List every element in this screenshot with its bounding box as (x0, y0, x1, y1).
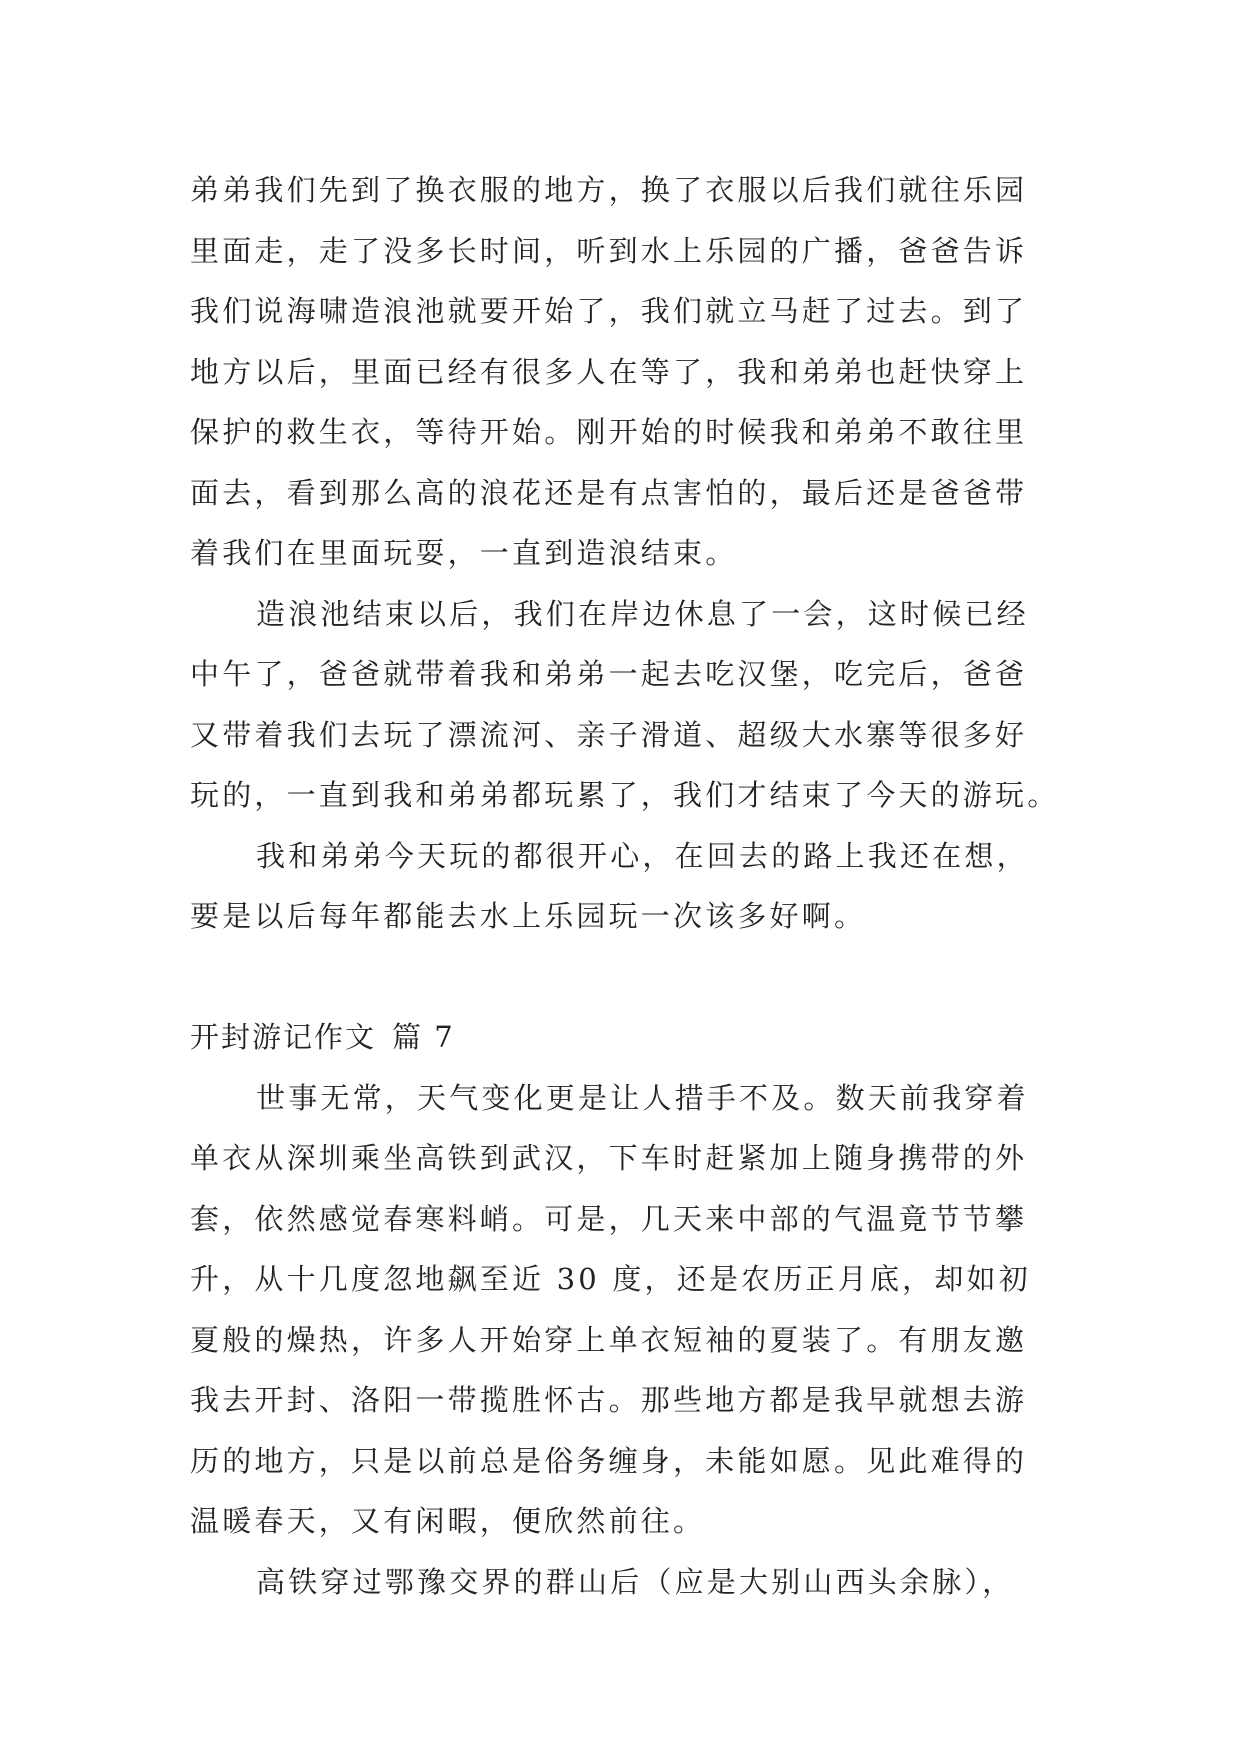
text-line: 里面走，走了没多长时间，听到水上乐园的广播，爸爸告诉 (190, 233, 1028, 268)
text-line: 世事无常，天气变化更是让人措手不及。数天前我穿着 (256, 1080, 1029, 1115)
text-line: 套，依然感觉春寒料峭。可是，几天来中部的气温竟节节攀 (190, 1201, 1028, 1236)
text-line: 我和弟弟今天玩的都很开心，在回去的路上我还在想， (256, 838, 1029, 873)
article-body (190, 160, 1060, 1612)
text-line: 玩的，一直到我和弟弟都玩累了，我们才结束了今天的游玩。 (190, 778, 1060, 812)
section-heading (190, 1007, 1060, 1068)
text-line: 造浪池结束以后，我们在岸边休息了一会，这时候已经 (256, 596, 1029, 631)
text-line: 地方以后，里面已经有很多人在等了，我和弟弟也赶快穿上 (190, 354, 1028, 389)
paragraph-weather-trip (190, 1068, 1060, 1552)
text-line: 高铁穿过鄂豫交界的群山后（应是大别山西头余脉）， (256, 1564, 1015, 1599)
text-line: 单衣从深圳乘坐高铁到武汉，下车时赶紧加上随身携带的外 (190, 1141, 1028, 1175)
text-line: 着我们在里面玩耍，一直到造浪结束。 (190, 536, 738, 570)
text-line: 保护的救生衣，等待开始。刚开始的时候我和弟弟不敢往里 (190, 415, 1028, 449)
text-line: 又带着我们去玩了漂流河、亲子滑道、超级大水寨等很多好 (190, 717, 1028, 752)
paragraph-after-wave-pool (190, 584, 1060, 826)
text-line: 升，从十几度忽地飙至近 30 度，还是农历正月底，却如初 (190, 1262, 1031, 1296)
paragraph-water-park-wave-pool (190, 160, 1060, 584)
heading-title: 开封游记作文 (190, 1020, 377, 1054)
text-line: 我们说海啸造浪池就要开始了，我们就立马赶了过去。到了 (190, 294, 1028, 328)
text-line: 面去，看到那么高的浪花还是有点害怕的，最后还是爸爸带 (190, 475, 1028, 510)
section-spacer (190, 947, 1060, 1008)
text-line: 要是以后每年都能去水上乐园玩一次该多好啊。 (190, 899, 867, 933)
text-line: 温暖春天，又有闲暇，便欣然前往。 (190, 1504, 706, 1538)
text-line: 夏般的燥热，许多人开始穿上单衣短袖的夏装了。有朋友邀 (190, 1322, 1028, 1357)
text-line: 历的地方，只是以前总是俗务缠身，未能如愿。见此难得的 (190, 1443, 1028, 1478)
text-line: 中午了，爸爸就带着我和弟弟一起去吃汉堡，吃完后，爸爸 (190, 657, 1028, 691)
heading-part-number: 篇 7 (392, 1020, 455, 1054)
paragraph-conclusion (190, 826, 1060, 947)
paragraph-high-speed-rail (190, 1552, 1060, 1613)
text-line: 弟弟我们先到了换衣服的地方，换了衣服以后我们就往乐园 (190, 173, 1028, 207)
text-line: 我去开封、洛阳一带揽胜怀古。那些地方都是我早就想去游 (190, 1383, 1028, 1417)
